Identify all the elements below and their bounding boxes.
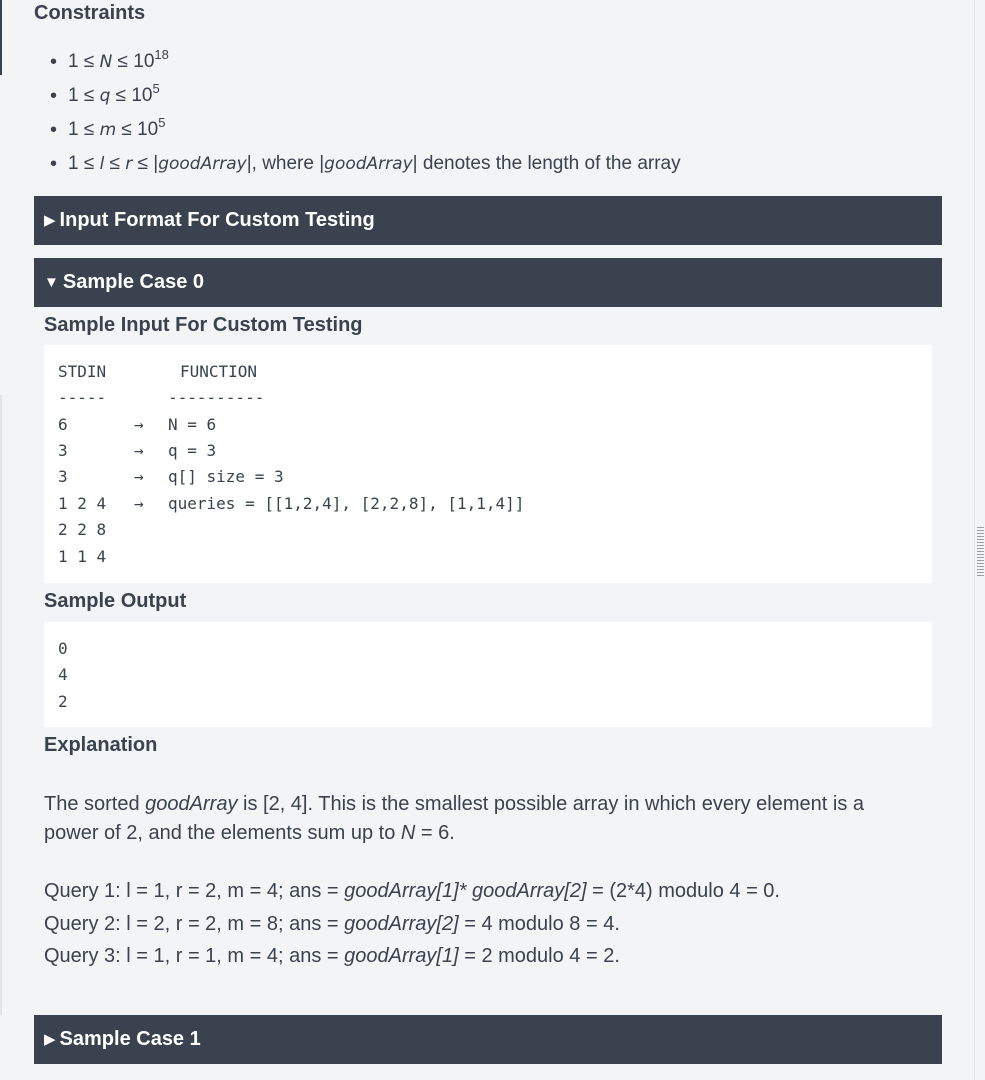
explanation-paragraph: The sorted goodArray is [2, 4]. This is the smallest possible array in which every element is a power of 2, and the elements sum up to N = 6. [44, 793, 865, 844]
collapse-arrow-icon: ▼ [44, 274, 59, 291]
stdin-line: 3 [58, 467, 68, 486]
sample-output-box [44, 622, 932, 727]
constraints-title: Constraints [34, 2, 146, 24]
query-explanation: Query 1: l = 1, r = 2, m = 4; ans = goodArray[1]* goodArray[2] = (2*4) modulo 4 = 0. [44, 880, 780, 902]
stdin-line: 3 [58, 441, 68, 460]
stdin-line: 2 2 8 [58, 520, 107, 539]
left-divider [0, 395, 2, 1015]
output-line: 4 [58, 665, 68, 684]
output-line: 2 [58, 692, 68, 711]
function-line: queries = [[1,2,4], [2,2,8], [1,1,4]] [168, 494, 525, 513]
sample-case-0-toggle[interactable]: ▼ Sample Case 0 [34, 258, 942, 307]
expand-arrow-icon: ▶ [44, 212, 56, 229]
constraint-item: • 1 ≤ l ≤ r ≤ |goodArray|, where |goodArray| denotes the length of the array [50, 148, 681, 182]
left-accent-bar [0, 0, 2, 75]
stdin-line: 1 2 4 [58, 494, 107, 513]
function-line: q = 3 [168, 441, 217, 460]
sample-input-title: Sample Input For Custom Testing [44, 314, 363, 336]
function-line: q[] size = 3 [168, 467, 284, 486]
arrow-icon: → [134, 467, 144, 486]
query-explanation: Query 3: l = 1, r = 1, m = 4; ans = goodArray[1] = 2 modulo 4 = 2. [44, 945, 620, 967]
resize-handle[interactable] [977, 527, 984, 577]
output-line: 0 [58, 639, 68, 658]
arrow-icon: → [134, 441, 144, 460]
arrow-icon: → [134, 494, 144, 513]
stdin-line: 1 1 4 [58, 547, 107, 566]
sample-case-1-toggle[interactable]: ▶ Sample Case 1 [34, 1015, 942, 1064]
explanation-title: Explanation [44, 734, 158, 756]
constraints-list [50, 46, 681, 182]
constraint-item: • $1 \le q \le 10^5$ [50, 80, 681, 114]
sample-output-title: Sample Output [44, 590, 187, 612]
function-line: N = 6 [168, 415, 217, 434]
arrow-icon: → [134, 415, 144, 434]
stdin-line: 6 [58, 415, 68, 434]
expand-arrow-icon: ▶ [44, 1031, 56, 1048]
constraint-item: • $1 \le N \le 10^{18}$ [50, 46, 681, 80]
query-explanation: Query 2: l = 2, r = 2, m = 8; ans = goodArray[2] = 4 modulo 8 = 4. [44, 913, 620, 935]
sample-input-box: STDIN FUNCTION ----- ---------- 6 → N = 6 3 → q = 3 3 → q[] size = 3 1 2 4 → queries = [[1,2,4], [2,2,8], [1,1,4]] 2 2 8 1 1 4 [44, 345, 932, 583]
input-format-toggle[interactable]: ▶ Input Format For Custom Testing [34, 196, 942, 245]
constraint-item: • $1 \le m \le 10^5$ [50, 114, 681, 148]
